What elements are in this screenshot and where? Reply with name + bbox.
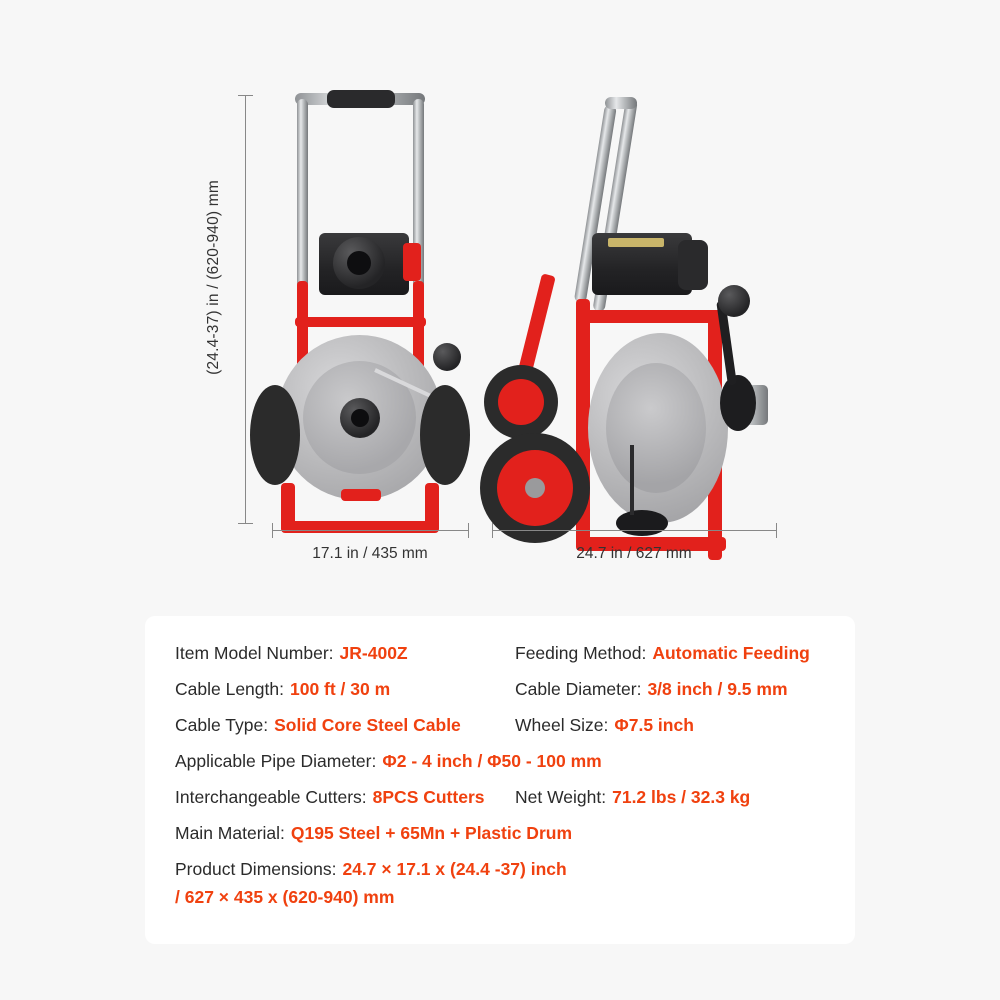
front-frame-crossbar: [295, 317, 426, 327]
front-handle-grip: [327, 90, 395, 108]
spec-item: [175, 640, 515, 666]
drain-cleaning-machine-side-view: [480, 85, 780, 535]
side-width-cap-left: [492, 523, 493, 538]
spec-label: Product Dimensions:: [175, 859, 337, 879]
side-foot-pedal: [616, 510, 668, 536]
spec-value-continuation: / 627 × 435 x (620-940) mm: [175, 887, 395, 907]
front-width-cap-right: [468, 523, 469, 538]
side-motor-end-cap: [678, 240, 708, 290]
spec-item: [515, 676, 788, 702]
side-pedal-cord: [630, 445, 634, 515]
height-dimension-cap-top: [238, 95, 253, 96]
spec-row: [175, 856, 831, 882]
spec-row: [175, 748, 831, 774]
specifications-list: [175, 640, 831, 910]
side-feed-roller: [720, 375, 756, 431]
side-frame-upper-crossbar: [576, 310, 716, 323]
spec-label: Cable Diameter:: [515, 679, 642, 699]
spec-row: [175, 712, 831, 738]
front-width-dimension-label: 17.1 in / 435 mm: [312, 545, 428, 562]
front-feed-knob: [433, 343, 461, 371]
spec-value: Φ2 - 4 inch / Φ50 - 100 mm: [382, 751, 602, 771]
front-motor-pulley-center: [347, 251, 371, 275]
spec-row: [175, 640, 831, 666]
spec-value: 3/8 inch / 9.5 mm: [647, 679, 788, 699]
spec-value: Q195 Steel + 65Mn + Plastic Drum: [290, 823, 573, 843]
spec-value: 100 ft / 30 m: [289, 679, 391, 699]
side-handle-top-cap: [605, 97, 637, 109]
height-dimension-line: [245, 95, 246, 523]
side-lever-knob: [718, 285, 750, 317]
spec-value: Solid Core Steel Cable: [274, 715, 461, 735]
spec-value: 8PCS Cutters: [372, 787, 485, 807]
spec-label: Feeding Method:: [515, 643, 647, 663]
front-width-dimension-line: [272, 530, 468, 531]
front-left-wheel: [250, 385, 300, 485]
spec-value: Automatic Feeding: [652, 643, 810, 663]
spec-label: Wheel Size:: [515, 715, 609, 735]
spec-label: Cable Type:: [175, 715, 269, 735]
spec-value: 24.7 × 17.1 x (24.4 -37) inch: [342, 859, 567, 879]
spec-row: [175, 676, 831, 702]
side-rear-wheel-hub: [498, 379, 544, 425]
spec-value: 71.2 lbs / 32.3 kg: [612, 787, 751, 807]
spec-item: [175, 712, 515, 738]
spec-label: Interchangeable Cutters:: [175, 787, 367, 807]
drain-cleaning-machine-front-view: [255, 85, 465, 525]
spec-item: [175, 748, 602, 774]
side-width-dimension-line: [492, 530, 776, 531]
side-front-wheel-cap: [525, 478, 545, 498]
spec-value: JR-400Z: [339, 643, 408, 663]
front-handle-left-post: [297, 99, 308, 289]
spec-item: [175, 820, 572, 846]
spec-row: [175, 820, 831, 846]
spec-label: Main Material:: [175, 823, 285, 843]
spec-item: [175, 676, 515, 702]
side-motor-label: [608, 238, 664, 247]
spec-label: Cable Length:: [175, 679, 284, 699]
spec-item: [175, 784, 515, 810]
spec-label: Applicable Pipe Diameter:: [175, 751, 377, 771]
height-dimension-label: (24.4-37) in / (620-940) mm: [205, 180, 222, 375]
spec-item: [175, 856, 567, 882]
side-width-cap-right: [776, 523, 777, 538]
spec-item: [515, 640, 810, 666]
front-motor-mount: [403, 243, 421, 281]
spec-value: Φ7.5 inch: [614, 715, 694, 735]
spec-label: Net Weight:: [515, 787, 607, 807]
specifications-card: [145, 616, 855, 944]
spec-label: Item Model Number:: [175, 643, 334, 663]
spec-row: [175, 784, 831, 810]
side-width-dimension-label: 24.7 in / 627 mm: [576, 545, 692, 562]
height-dimension-cap-bottom: [238, 523, 253, 524]
front-base-bar: [281, 521, 439, 533]
side-drum-inner: [606, 363, 706, 493]
front-right-wheel: [420, 385, 470, 485]
front-base-center: [341, 489, 381, 501]
front-drum-hub-center: [351, 409, 369, 427]
spec-item: [515, 712, 694, 738]
spec-item: [515, 784, 750, 810]
front-width-cap-left: [272, 523, 273, 538]
